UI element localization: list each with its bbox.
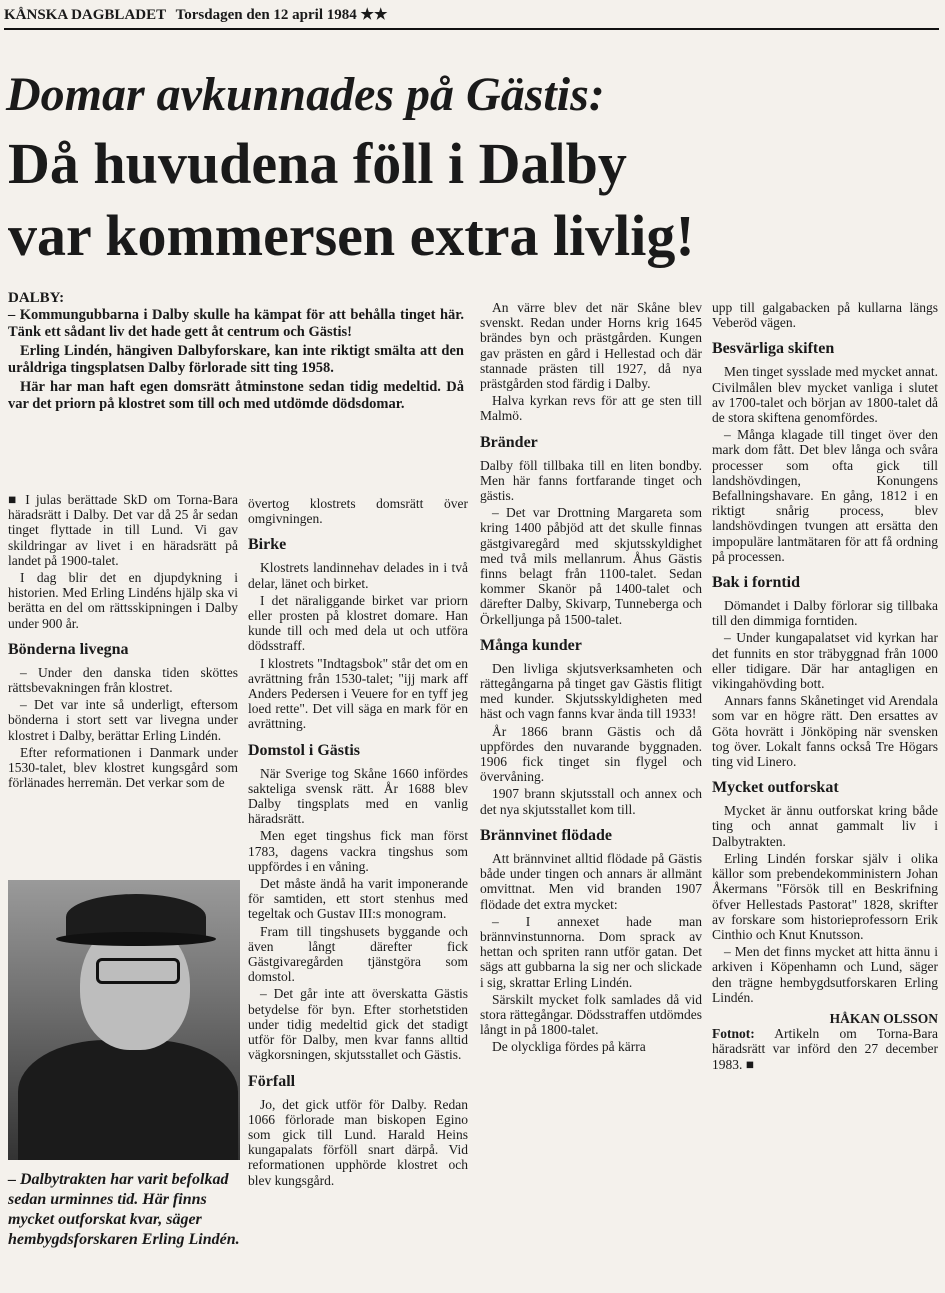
footnote-label: Fotnot:: [712, 1026, 755, 1042]
body-paragraph: Den livliga skjutsverksamheten och rättegångarna på tinget gav Gästis flitigt med kunder. Skjutsskyldigheten med häst och vagn fanns kvar ända till 1933!: [480, 660, 702, 722]
ingress-paragraph: – Kommungubbarna i Dalby skulle ha kämpat för att behålla tinget här. Tänk ett sådant liv det hade gett åt centrum och Gästis!: [8, 307, 464, 340]
body-paragraph: När Sverige tog Skåne 1660 infördes sakteliga svensk rätt. År 1688 blev Dalby tingsplats med en vanlig häradsrätt.: [248, 765, 468, 827]
body-paragraph: Dömandet i Dalby förlorar sig tillbaka till den dimmiga forntiden.: [712, 598, 938, 629]
body-paragraph: – Under kungapalatset vid kyrkan har det funnits en stor träbyggnad från 1000 eller tidigare. Där har antagligen en vikingahövding bott.: [712, 630, 938, 692]
body-paragraph: Särskilt mycket folk samlades då vid stora rättegångar. Dödsstraffen utdömdes långt in på 1800-talet.: [480, 991, 702, 1038]
body-paragraph: 1907 brann skjutsstall och annex och det nya skjutsstallet kom till.: [480, 786, 702, 817]
body-paragraph: – Men det finns mycket att hitta ännu i arkiven i Köpenhamn och Lund, säger den trägne hembygdsutforskaren Erling Lindén.: [712, 944, 938, 1005]
ingress-paragraph: Erling Lindén, hängiven Dalbyforskare, kan inte riktigt smälta att den uråldriga tingsplatsen Dalby förlorade sitt ting 1958.: [8, 343, 464, 376]
subheading: Domstol i Gästis: [248, 741, 360, 759]
column-3: [480, 300, 702, 1057]
newspaper-name: KÅNSKA DAGBLADET: [4, 7, 167, 23]
subheading: Bak i forntid: [712, 574, 801, 592]
body-paragraph: – Under den danska tiden sköttes rättsbevakningen från klostret.: [8, 664, 238, 696]
body-paragraph: Dalby föll tillbaka till en liten bondby. Men här fanns fortfarande tinget och gästis.: [480, 457, 702, 504]
body-paragraph: Men eget tingshus fick man först 1783, dagens vackra tingshus som uppfördes i en våning.: [248, 828, 468, 874]
headline-line: Då huvudena föll i Dalby: [8, 131, 627, 196]
body-paragraph: I dag blir det en djupdykning i historien. Med Erling Lindéns hjälp ska vi berätta en del om rättsskipningen i Dalby under 900 år.: [8, 570, 238, 631]
ingress: [8, 290, 464, 415]
subheading: Bönderna livegna: [8, 640, 129, 658]
photo-caption: – Dalbytrakten har varit befolkad sedan urminnes tid. Här finns mycket outforskat kvar, säger hembygdsforskaren Erling Lindén.: [8, 1171, 240, 1248]
masthead: [4, 2, 939, 30]
body-paragraph: De olyckliga fördes på kärra: [492, 1039, 646, 1055]
kicker-headline: Domar avkunnades på Gästis:: [6, 68, 605, 121]
body-paragraph: Efter reformationen i Danmark under 1530-talet, blev klostret kungsgård som förlänades herremän. Det verkar som de: [8, 744, 238, 791]
subheading: Besvärliga skiften: [712, 340, 835, 358]
body-paragraph: – Det går inte att överskatta Gästis betydelse för byn. Efter storhetstiden under tidig medeltid gick det stadigt utför för Dalby, men kvar fanns alltid vägkorsningen, skjutsstallet och Gästis.: [248, 986, 468, 1063]
body-paragraph: Halva kyrkan revs för att ge sten till Malmö.: [480, 393, 702, 424]
subheading: Mycket outforskat: [712, 779, 839, 797]
body-paragraph: I klostrets "Indtagsbok" står det om en avrättning från 1530-talet; "ijj mark aff Anders Pedersen i Veuere for en tyff jeg loed rette". Det vill säga en mark för en avrättning.: [248, 655, 468, 732]
body-paragraph: Fram till tingshusets byggande och även långt därefter fick Gästgivaregården tjänstgöra som domstol.: [248, 923, 468, 985]
body-paragraph: ■ I julas berättade SkD om Torna-Bara häradsrätt i Dalby. Det var då 25 år sedan tinget flyttade in till Lund. Vi gav skildringar av livet i en häradsrätt på landet på 1900-talet.: [8, 492, 238, 568]
subheading: Förfall: [248, 1072, 296, 1090]
body-paragraph: I det näraliggande birket var priorn eller prosten på klostret domare. Han kunde till och med dela ut och utföra dödsstraff.: [248, 592, 468, 654]
subheading: Bränder: [480, 433, 538, 451]
portrait-photo: [8, 880, 240, 1160]
body-paragraph: – Det var inte så underligt, eftersom bönderna i stort sett var livegna under klostret i Dalby, berättar Erling Lindén.: [8, 697, 238, 743]
subheading: Birke: [248, 536, 287, 554]
body-paragraph: – Många klagade till tinget över den mark dom fått. Det blev långa och svåra processer som ofta gick till landshövdingen, Konungens Befallningshavare. En gång, 1812 i en riktigt snårig process, blev landshövdingen tvungen att ersätta den impopuläre lantmätaren för att få ordning på processen.: [712, 427, 938, 564]
subheading: Många kunder: [480, 636, 582, 654]
footnote-text: Artikeln om Torna-Bara häradsrätt var införd den 27 december 1983.: [712, 1026, 938, 1072]
body-paragraph: Erling Lindén forskar själv i olika källor som prebendekomministern Johan Åkermans "Försök till en Beskrifning öfver Hellestads Pastorat" 1828, skrifter av forskare som historieprofessorn Erik Cinthio och Knut Knutsson.: [712, 850, 938, 942]
main-headline: [8, 128, 938, 272]
byline: HÅKAN OLSSON: [829, 1010, 938, 1026]
body-paragraph: upp till galgabacken på kullarna längs Veberöd vägen.: [712, 300, 938, 331]
body-paragraph: Att brännvinet alltid flödade på Gästis både under tingen och annars är allmänt omvittnat. Men vid branden 1907 flödade det extra mycket:: [480, 850, 702, 912]
footnote: [712, 1026, 938, 1072]
body-paragraph: Det måste ändå ha varit imponerande för samtiden, ett stort stenhus med tegeltak och Gustav III:s monogram.: [248, 876, 468, 922]
ingress-paragraph: Här har man haft egen domsrätt åtminstone sedan tidig medeltid. Då var det priorn på klostret som till och med utdömde dödsdomar.: [8, 379, 464, 412]
body-paragraph: An värre blev det när Skåne blev svenskt. Redan under Horns krig 1645 brändes byn och prästgården. Kungen gav prästen en gård i Hellestad och där stannade prästen till 1927, då nya prästgården stod färdig i Dalby.: [480, 300, 702, 392]
body-paragraph: Klostrets landinnehav delades in i två delar, länet och birket.: [248, 560, 468, 591]
issue-date: Torsdagen den 12 april 1984 ★★: [175, 7, 388, 23]
end-mark: ■: [745, 1056, 754, 1072]
body-paragraph: – I annexet hade man brännvinstunnorna. Dom sprack av hettan och spriten rann utför gatan. Det sägs att gubbarna la sig ner och slickade i sig, skrattar Erling Lindén.: [480, 913, 702, 990]
body-paragraph: År 1866 brann Gästis och då uppfördes den nuvarande byggnaden. 1906 fick tinget sin flygel och övervåning.: [480, 723, 702, 785]
body-paragraph: Men tinget sysslade med mycket annat. Civilmålen blev mycket vanliga i slutet av 1700-talet och början av 1800-talet då de stora skiftena genomfördes.: [712, 364, 938, 426]
body-paragraph: Mycket är ännu outforskat kring både ting och annat gammalt liv i Dalbytrakten.: [712, 803, 938, 849]
subheading: Brännvinet flödade: [480, 826, 613, 844]
column-1: [8, 492, 238, 792]
column-4: [712, 300, 938, 1074]
dateline: DALBY:: [8, 290, 65, 306]
headline-line: var kommersen extra livlig!: [8, 203, 695, 268]
body-paragraph: Jo, det gick utför för Dalby. Redan 1066 förlorade man biskopen Egino som gick till Lund. Harald Heins kungapalats förföll snart därpå. Vid reformationen upphörde klostret och blev kungsgård.: [248, 1096, 468, 1188]
body-paragraph: Annars fanns Skånetinget vid Arendala som var en högre rätt. Den ersattes av Göta hovrätt i Jönköping när svensken tog över. Lokalt fanns också Tre Högars ting vid Linero.: [712, 693, 938, 770]
column-2: [248, 496, 468, 1190]
body-paragraph: – Det var Drottning Margareta som kring 1400 påbjöd att det skulle finnas gästgivaregård med skjutsskyldighet med två mils mellanrum. Åhus Gästis finns belagt från 1100-talet. Sedan kommer Skanör på 1400-talet och därefter Dalby, Skivarp, Tunneberga och Örkelljunga på 1500-talet.: [480, 505, 702, 627]
body-paragraph: övertog klostrets domsrätt över omgivningen.: [248, 496, 468, 527]
